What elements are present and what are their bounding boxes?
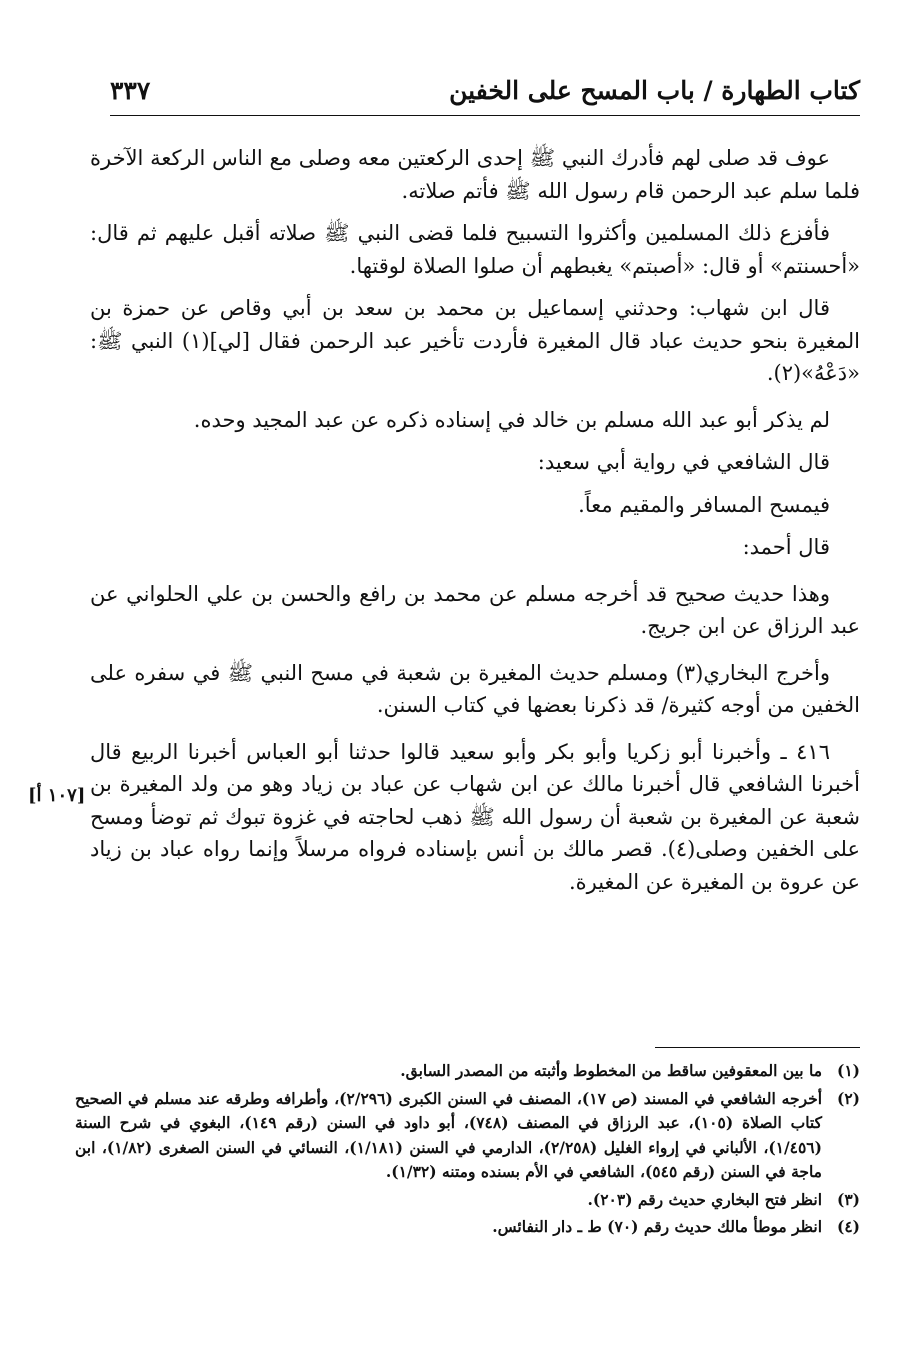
paragraph: ٤١٦ ـ وأخبرنا أبو زكريا وأبو بكر وأبو سعيد قالوا حدثنا أبو العباس أخبرنا الربيع قال أخبرنا الشافعي قال أخبرنا مالك عن ابن شهاب عن عباد بن زياد وهو من ولد المغيرة بن شعبة عن المغيرة بن شعبة أن رسول الله ﷺ ذهب لحاجته في غزوة تبوك ثم توضأ ومسح على الخفين وصلى(٤). قصر مالك بن أنس بإسناده فرواه مرسلاً وإنما رواه عباد بن زياد عن عروة بن المغيرة عن المغيرة. (90, 739, 860, 894)
paragraph: عوف قد صلى لهم فأدرك النبي ﷺ إحدى الركعتين معه وصلى مع الناس الركعة الآخرة فلما سلم عبد الرحمن قام رسول الله ﷺ فأتم صلاته. (90, 146, 860, 203)
paragraph: فأفزع ذلك المسلمين وأكثروا التسبيح فلما قضى النبي ﷺ صلاته أقبل عليهم ثم قال: «أحسنتم» أو قال: «أصبتم» يغبطهم أن صلوا الصلاة لوقتها. (90, 221, 860, 278)
paragraph: وهذا حديث صحيح قد أخرجه مسلم عن محمد بن رافع والحسن بن علي الحلواني عن عبد الرزاق عن ابن جريج. (90, 581, 860, 638)
footnote-number: (٤) (836, 1217, 860, 1236)
footnotes (75, 1059, 860, 1243)
manuscript-folio-marker: [١٠٧ أ] (28, 785, 86, 806)
header-divider (110, 115, 860, 116)
footnote (75, 1215, 860, 1240)
paragraph: قال أحمد: (742, 535, 830, 559)
running-title: كتاب الطهارة / باب المسح على الخفين (449, 76, 860, 105)
paragraph: فيمسح المسافر والمقيم معاً. (578, 492, 830, 517)
footnote (75, 1087, 860, 1185)
footnote-number: (٢) (836, 1088, 860, 1108)
footnote-number: (١) (836, 1061, 860, 1080)
footnote-text: ما بين المعقوفين ساقط من المخطوط وأثبته من المصدر السابق. (400, 1061, 822, 1080)
footnote-divider (655, 1047, 860, 1048)
footnote-text: أخرجه الشافعي في المسند (ص ١٧)، المصنف في السنن الكبرى (٢/٢٩٦)، وأطرافه وطرقه عند مسلم في الصحيح كتاب الصلاة (١٠٥)، عبد الرزاق في المصنف (٧٤٨)، أبو داود في السنن (رقم ١٤٩)، البغوي في شرح السنة (١/٤٥٦)، الألباني في إرواء الغليل (٢/٢٥٨)، الدارمي في السنن (١/١٨١)، النسائي في السنن الصغرى (١/٨٢)، ابن ماجة في السنن (رقم ٥٤٥)، الشافعي في الأم بسنده ومتنه (١/٣٢). (75, 1088, 823, 1181)
footnote-number: (٣) (836, 1189, 860, 1209)
footnote (75, 1188, 860, 1213)
paragraph: قال ابن شهاب: وحدثني إسماعيل بن محمد بن سعد بن أبي وقاص عن حمزة بن المغيرة بنحو حديث عباد قال المغيرة فأردت تأخير عبد الرحمن فقال [لي](١) النبي ﷺ: «دَعْهُ»(٢). (90, 296, 860, 385)
main-text (90, 142, 860, 912)
footnote-text: انظر موطأ مالك حديث رقم (٧٠) ط ـ دار النفائس. (492, 1217, 822, 1236)
paragraph: وأخرج البخاري(٣) ومسلم حديث المغيرة بن شعبة في مسح النبي ﷺ في سفره على الخفين من أوجه كثيرة/ قد ذكرنا بعضها في كتاب السنن. (90, 660, 860, 717)
page-header (110, 76, 860, 112)
paragraph: لم يذكر أبو عبد الله مسلم بن خالد في إسناده ذكره عن عبد المجيد وحده. (193, 407, 830, 432)
paragraph: قال الشافعي في رواية أبي سعيد: (537, 450, 830, 474)
footnote-text: انظر فتح البخاري حديث رقم (٢٠٣). (587, 1189, 822, 1209)
footnote (75, 1059, 860, 1084)
page-number: ٣٣٧ (110, 76, 151, 105)
